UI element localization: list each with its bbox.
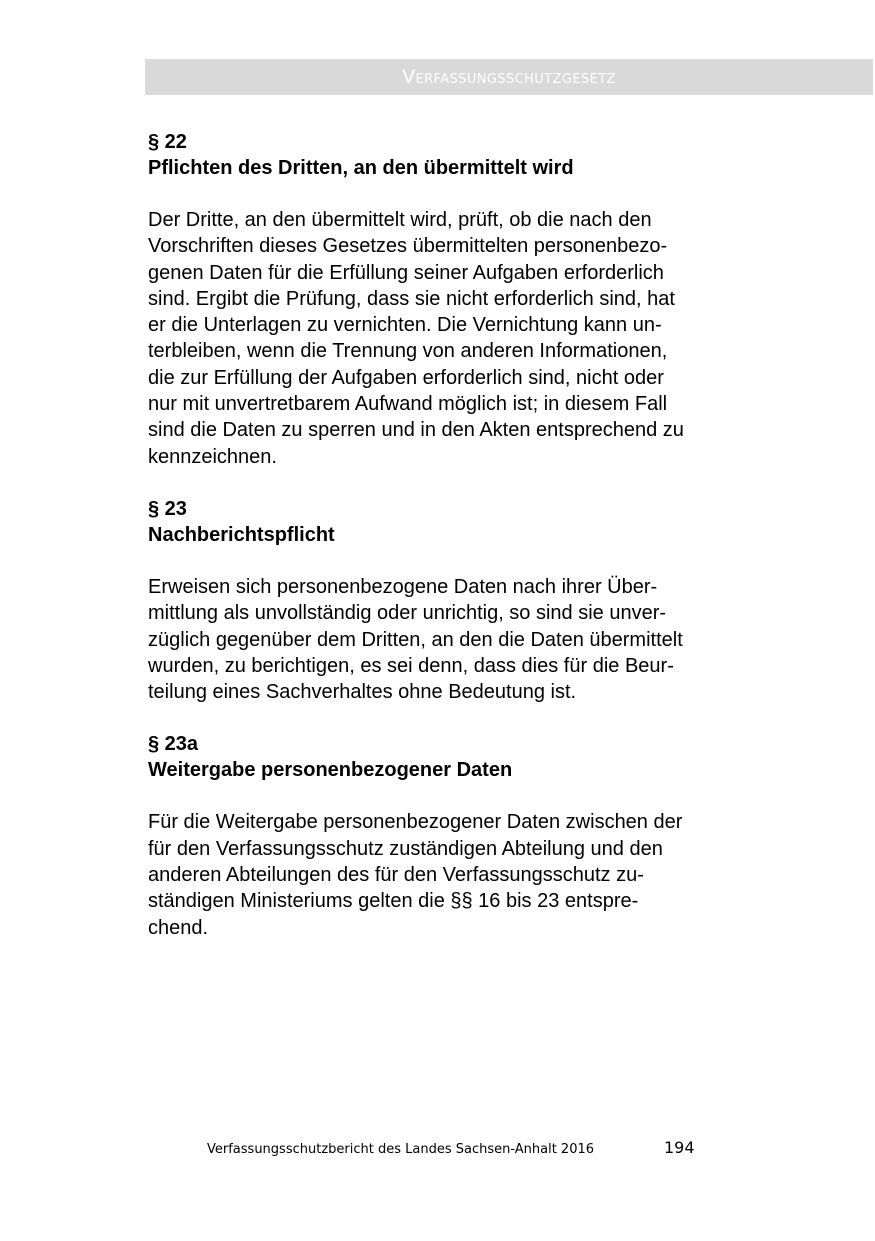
section-body <box>148 574 773 705</box>
document-content <box>148 129 773 941</box>
body-line: Vorschriften dieses Gesetzes übermittelten personenbezo- <box>148 235 668 258</box>
section-body <box>148 207 773 470</box>
body-line: er die Unterlagen zu vernichten. Die Vernichtung kann un- <box>148 314 662 337</box>
page-number: 194 <box>664 1138 695 1157</box>
body-line: ständigen Ministeriums gelten die §§ 16 bis 23 entspre- <box>148 890 639 913</box>
body-line: sind. Ergibt die Prüfung, dass sie nicht erforderlich sind, hat <box>148 287 675 310</box>
section-heading: Pflichten des Dritten, an den übermittelt wird <box>148 157 574 179</box>
section-23a <box>148 731 773 940</box>
section-heading: Nachberichtspflicht <box>148 523 335 546</box>
body-line: Der Dritte, an den übermittelt wird, prüft, ob die nach den <box>148 209 652 231</box>
body-line: teilung eines Sachverhaltes ohne Bedeutung ist. <box>148 681 577 704</box>
body-line: Erweisen sich personenbezogene Daten nach ihrer Über- <box>148 575 658 598</box>
section-number: § 23 <box>148 497 187 520</box>
section-22 <box>148 129 773 470</box>
body-line: terbleiben, wenn die Trennung von anderen Informationen, <box>148 340 668 363</box>
body-line: wurden, zu berichtigen, es sei denn, dass dies für die Beur- <box>148 654 674 677</box>
body-line: für den Verfassungsschutz zuständigen Abteilung und den <box>148 837 663 860</box>
body-line: genen Daten für die Erfüllung seiner Aufgaben erforderlich <box>148 261 664 284</box>
section-heading: Weitergabe personenbezogener Daten <box>148 759 513 782</box>
section-body <box>148 809 773 940</box>
body-line: nur mit unvertretbarem Aufwand möglich ist; in diesem Fall <box>148 393 668 416</box>
body-line: kennzeichnen. <box>148 445 277 468</box>
body-line: sind die Daten zu sperren und in den Akten entsprechend zu <box>148 419 684 442</box>
body-line: mittlung als unvollständig oder unrichtig, so sind sie unver- <box>148 602 667 625</box>
body-line: anderen Abteilungen des für den Verfassungsschutz zu- <box>148 864 644 887</box>
section-number: § 23a <box>148 733 199 756</box>
page-footer <box>0 1138 875 1162</box>
running-header-title: Verfassungsschutzgesetz <box>402 66 616 88</box>
body-line: züglich gegenüber dem Dritten, an den die Daten übermittelt <box>148 628 683 651</box>
footer-text: Verfassungsschutzbericht des Landes Sachsen-Anhalt 2016 <box>207 1142 595 1157</box>
body-line: chend. <box>148 916 209 939</box>
body-line: Für die Weitergabe personenbezogener Daten zwischen der <box>148 811 683 834</box>
section-number: § 22 <box>148 131 187 153</box>
body-line: die zur Erfüllung der Aufgaben erforderlich sind, nicht oder <box>148 366 664 389</box>
section-23 <box>148 496 773 705</box>
header-band <box>145 59 873 95</box>
